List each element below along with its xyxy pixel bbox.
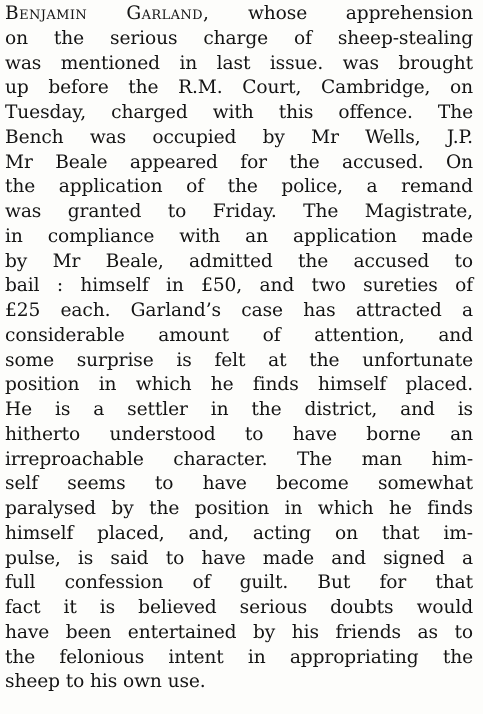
- article-line-23: pulse, is said to have made and signed a: [5, 547, 473, 569]
- article-line-14: considerable amount of attention, and: [5, 324, 473, 346]
- article-line-11: by Mr Beale, admitted the accused to: [5, 250, 473, 272]
- article-line-18: hitherto understood to have borne an: [5, 423, 473, 445]
- article-line-1-text: whose apprehension: [209, 3, 473, 24]
- article-line-8: the application of the police, a remand: [5, 176, 473, 198]
- article-line-20: self seems to have become somewhat: [5, 473, 473, 495]
- article-line-12: bail : himself in £50, and two sureties of: [5, 275, 473, 297]
- article-lead-name: Benjamin Garland,: [5, 3, 210, 24]
- article-line-26: have been entertained by his friends as to: [5, 621, 473, 643]
- article-line-27: the felonious intent in appropriating the: [5, 646, 473, 668]
- article-line-7: Mr Beale appeared for the accused. On: [5, 151, 473, 173]
- article-line-17: He is a settler in the district, and is: [5, 399, 473, 420]
- article-line-24: full confession of guilt. But for that: [5, 572, 473, 594]
- article-line-25: fact it is believed serious doubts would: [5, 597, 473, 618]
- article-line-3: was mentioned in last issue. was brought: [5, 52, 473, 74]
- article-line-19: irreproachable character. The man him-: [5, 448, 473, 470]
- article-line-2: on the serious charge of sheep-stealing: [5, 27, 473, 49]
- article-line-5: Tuesday, charged with this offence. The: [5, 102, 473, 123]
- article-body: [5, 2, 473, 695]
- article-line-6: Bench was occupied by Mr Wells, J.P.: [5, 126, 473, 148]
- article-line-10: in compliance with an application made: [5, 225, 473, 247]
- article-line-16: position in which he finds himself placed.: [5, 374, 473, 396]
- article-line-1: [5, 2, 473, 27]
- article-line-15: some surprise is felt at the unfortunate: [5, 349, 473, 371]
- article-line-28: sheep to his own use.: [5, 671, 206, 693]
- article-line-9: was granted to Friday. The Magistrate,: [5, 201, 473, 222]
- article-line-21: paralysed by the position in which he finds: [5, 498, 473, 519]
- article-line-22: himself placed, and, acting on that im-: [5, 522, 473, 544]
- article-line-4: up before the R.M. Court, Cambridge, on: [5, 77, 473, 99]
- article-line-13: £25 each. Garland’s case has attracted a: [5, 300, 473, 321]
